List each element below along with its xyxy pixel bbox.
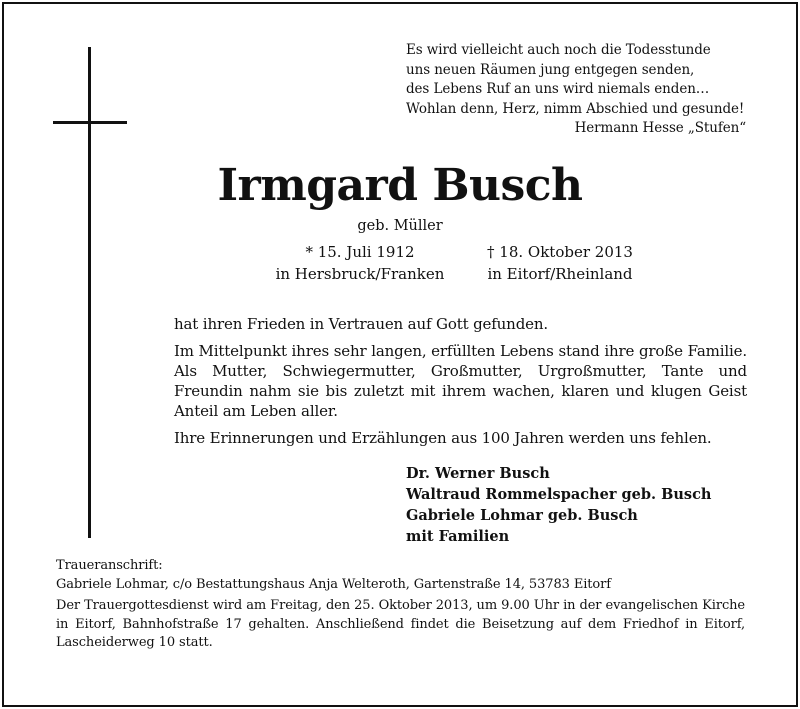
obituary-paragraph: Ihre Erinnerungen und Erzählungen aus 100 Jahren werden uns fehlen. bbox=[174, 429, 712, 447]
funeral-service-info: Der Trauergottesdienst wird am Freitag, den 25. Oktober 2013, um 9.00 Uhr in der evangelischen Kirche in Eitorf, Bahnhofstraße 17 gehalten. Anschließend findet die Beisetzung auf dem Friedhof in Eitorf, Lascheiderweg 10 statt. bbox=[56, 598, 745, 650]
poem-author: Hermann Hesse „Stufen“ bbox=[574, 120, 746, 136]
death-info bbox=[470, 241, 650, 285]
mourning-address: Gabriele Lohmar, c/o Bestattungshaus Anja Welteroth, Gartenstraße 14, 53783 Eitorf bbox=[56, 576, 611, 592]
death-date: † 18. Oktober 2013 bbox=[487, 243, 633, 261]
mourner-name: Dr. Werner Busch bbox=[406, 465, 550, 482]
obituary-paragraph: Im Mittelpunkt ihres sehr langen, erfüllten Lebens stand ihre große Familie. Als Mutter, Schwiegermutter, Großmutter, Urgroßmutter, Tante und Freundin nahm sie bis zuletzt mit ihrem wachen, klaren und klugen Geist Anteil am Leben aller. bbox=[174, 342, 747, 420]
poem-line: uns neuen Räumen jung entgegen senden, bbox=[406, 61, 695, 78]
poem-line: Wohlan denn, Herz, nimm Abschied und gesunde! bbox=[406, 100, 745, 117]
birth-info bbox=[270, 241, 450, 285]
obituary-paragraph: hat ihren Frieden in Vertrauen auf Gott gefunden. bbox=[174, 315, 549, 333]
mourner-name: Waltraud Rommelspacher geb. Busch bbox=[406, 486, 712, 503]
death-place: in Eitorf/Rheinland bbox=[487, 265, 633, 283]
birth-place: in Hersbruck/Franken bbox=[275, 265, 445, 283]
poem bbox=[406, 41, 746, 139]
mourner-name: mit Familien bbox=[406, 528, 510, 545]
cross-horizontal-bar bbox=[53, 121, 127, 124]
obituary-text bbox=[174, 314, 747, 455]
footer-info bbox=[56, 557, 745, 653]
deceased-name: Irmgard Busch bbox=[217, 160, 583, 211]
mourner-name: Gabriele Lohmar geb. Busch bbox=[406, 507, 638, 524]
address-label: Traueranschrift: bbox=[56, 558, 163, 573]
poem-line: des Lebens Ruf an uns wird niemals enden… bbox=[406, 81, 710, 97]
birth-date: * 15. Juli 1912 bbox=[305, 243, 415, 261]
mourners-list bbox=[406, 463, 711, 547]
poem-line: Es wird vielleicht auch noch die Todesstunde bbox=[406, 42, 711, 58]
maiden-name: geb. Müller bbox=[357, 218, 443, 234]
